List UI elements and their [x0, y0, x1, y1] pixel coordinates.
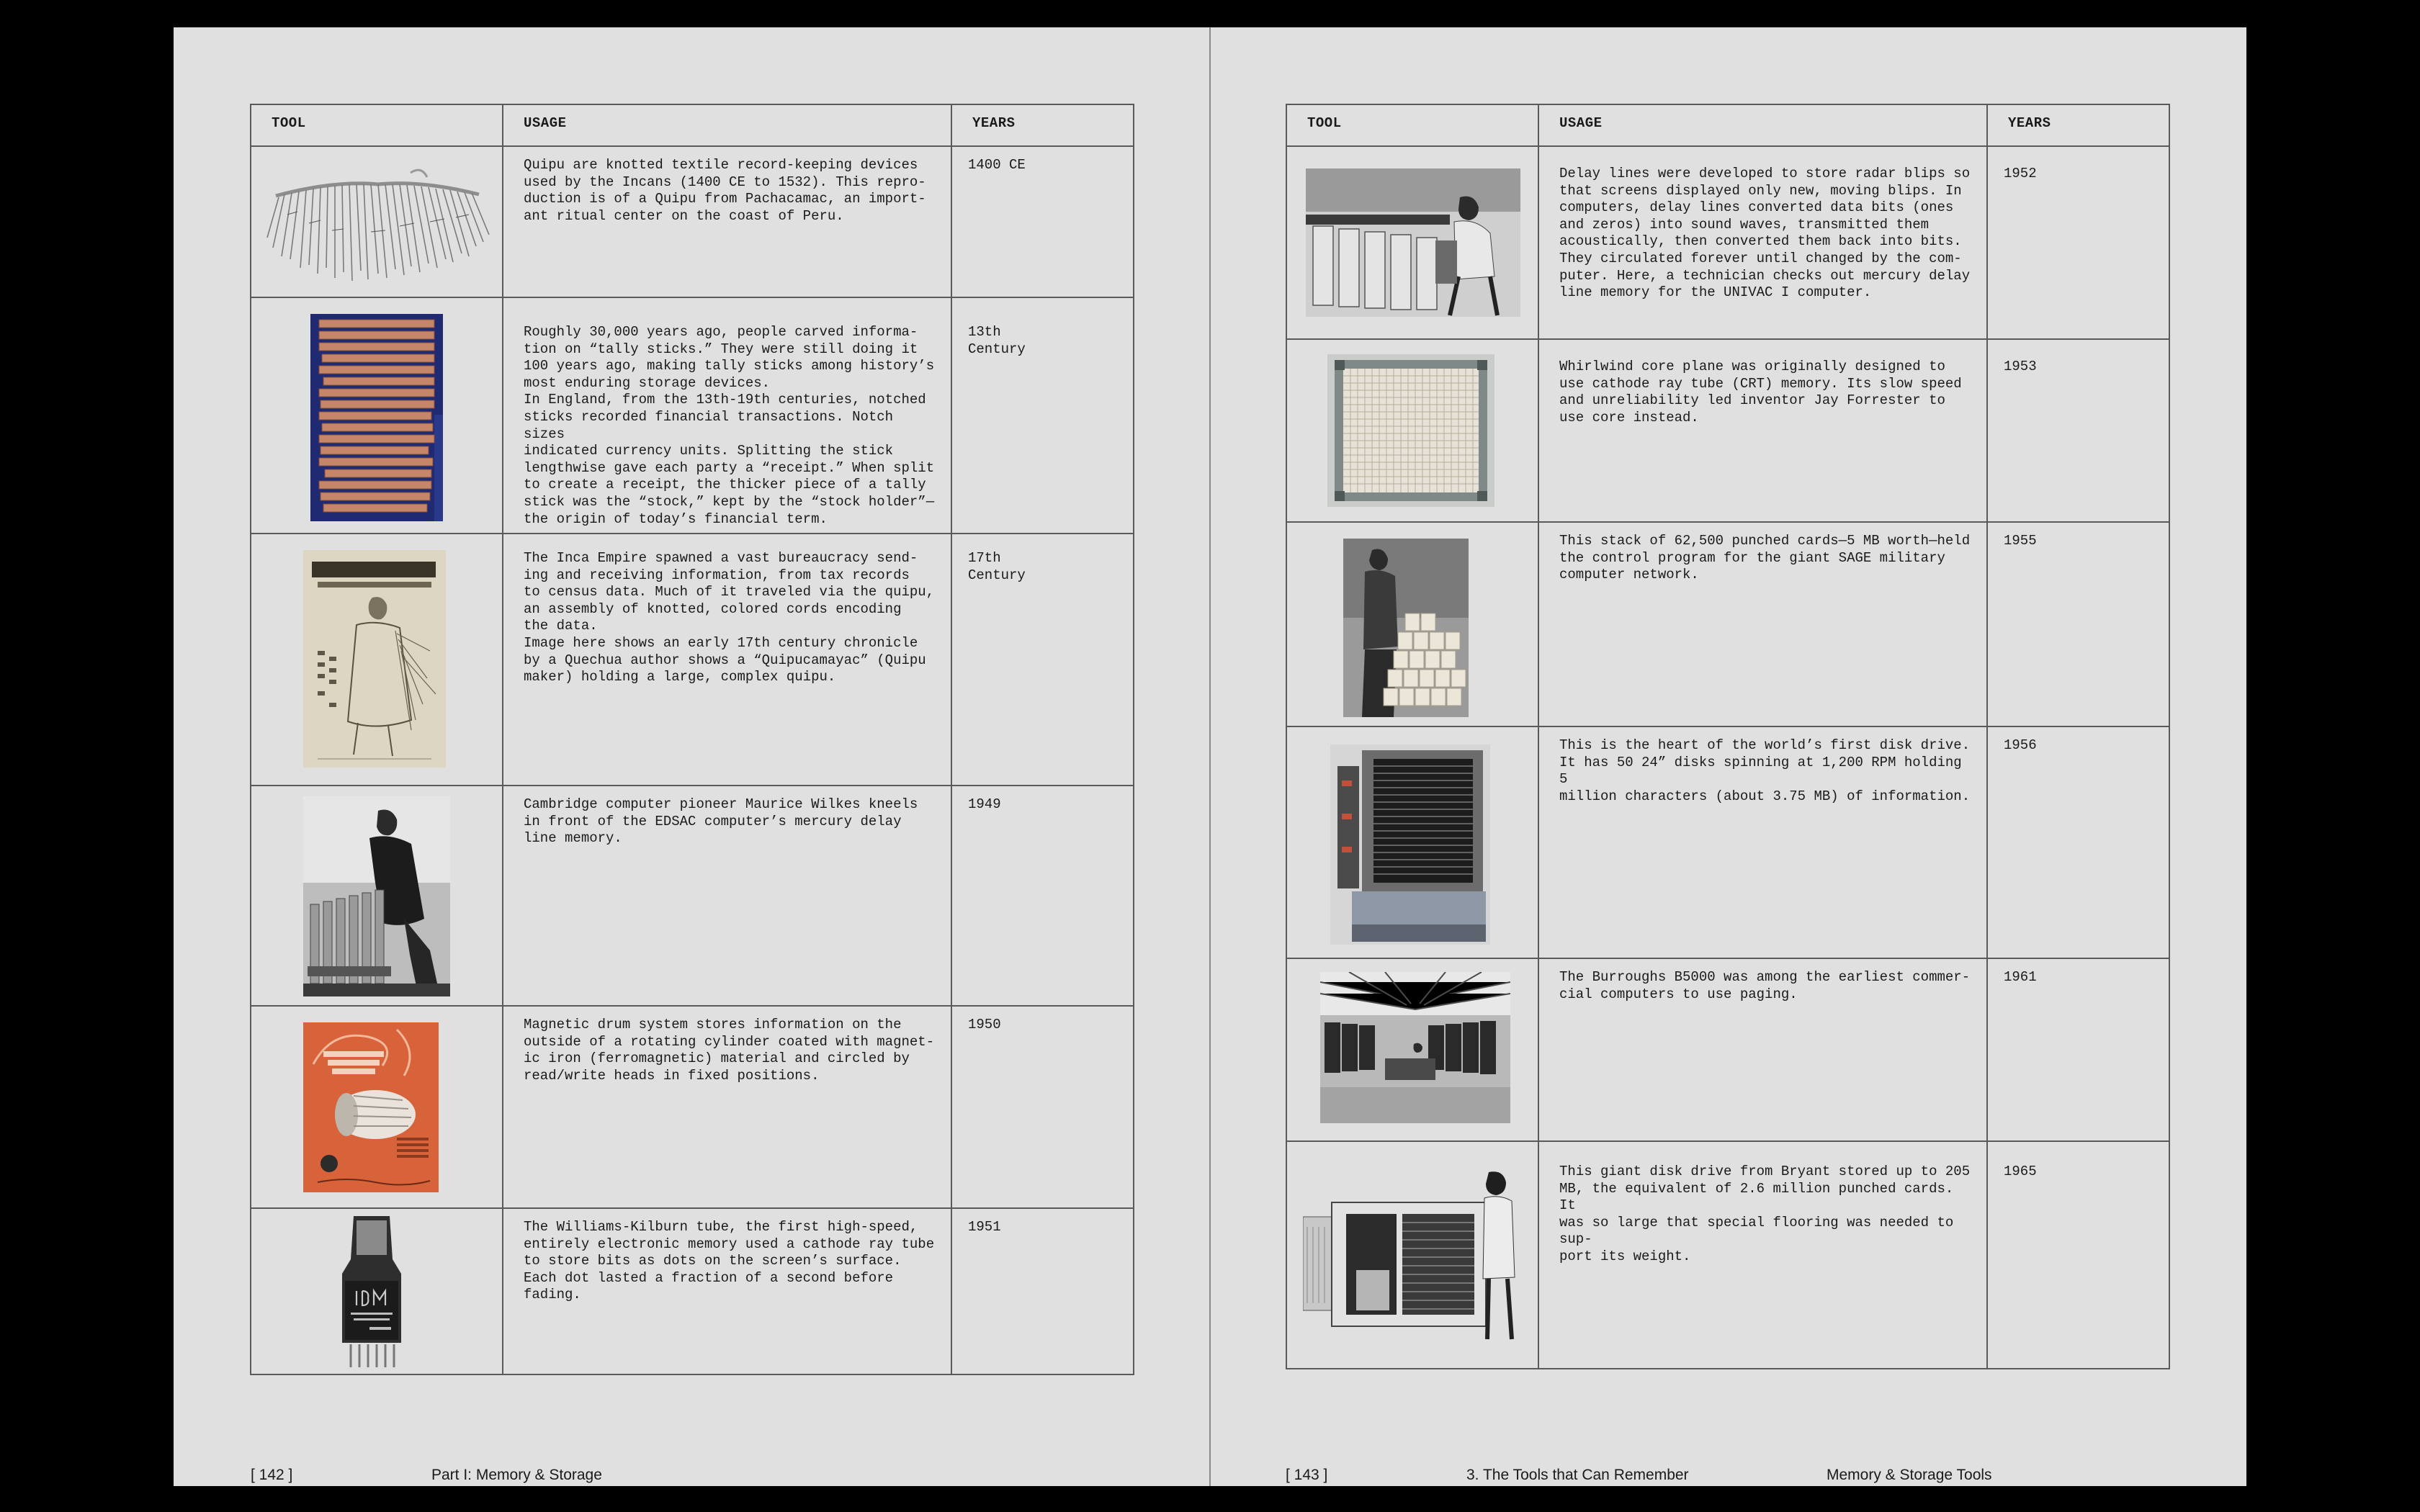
tool-cell: [1286, 146, 1538, 339]
usage-text: The Burroughs B5000 was among the earliest commer- cial computers to use paging.: [1538, 958, 1987, 1141]
year-text: 1949: [951, 786, 1134, 1006]
usage-text: The Williams-Kilburn tube, the first high-speed, entirely electronic memory used a cathode ray tube to store bits as dots on the screen’s surface. Each dot lasted a fraction of a second before fading.: [503, 1208, 951, 1374]
tool-cell: [251, 786, 503, 1006]
usage-text: The Inca Empire spawned a vast bureaucracy send- ing and receiving information, from tax records to census data. Much of it traveled via the quipu, an assembly of knotted, colored cords encoding the data. Image here shows an early 17th century chronicle by a Quechua author shows a “Quipucamayac” (Quipu maker) holding a large, complex quipu.: [503, 534, 951, 786]
table-header-row: [1286, 104, 2169, 146]
usage-text: Delay lines were developed to store radar blips so that screens displayed only new, moving blips. In computers, delay lines converted data bits (ones and zeros) into sound waves, transmitted them acoustically, then converted them back into bits. They circulated forever until changed by the com- puter. Here, a technician checks out mercury delay line memory for the UNIVAC I computer.: [1538, 146, 1987, 339]
table-row: [1286, 1141, 2169, 1369]
header-tool: TOOL: [251, 104, 503, 146]
tool-cell: [1286, 339, 1538, 522]
table-row: [251, 297, 1134, 534]
tool-cell: [1286, 726, 1538, 958]
burroughs-b5000-image: [1320, 972, 1510, 1123]
tools-table-right: [1286, 104, 2170, 1369]
magnetic-drum-brochure-image: [303, 1022, 439, 1192]
header-years: YEARS: [1987, 104, 2169, 146]
table-row: [251, 534, 1134, 786]
year-text: 17th Century: [951, 534, 1134, 786]
tool-cell: [251, 1208, 503, 1374]
page-number-left: [ 142 ]: [251, 1467, 293, 1483]
year-text: 13th Century: [951, 297, 1134, 534]
table-header-row: [251, 104, 1134, 146]
usage-text: Whirlwind core plane was originally designed to use cathode ray tube (CRT) memory. Its slow speed and unreliability led inventor Jay Forrester to use core instead.: [1538, 339, 1987, 522]
usage-text: This giant disk drive from Bryant stored up to 205 MB, the equivalent of 2.6 million punched cards. It was so large that special flooring was needed to sup- port its weight.: [1538, 1141, 1987, 1369]
header-usage: USAGE: [1538, 104, 1987, 146]
left-page: [174, 27, 1209, 1486]
tool-cell: [251, 1006, 503, 1208]
tool-cell: [1286, 522, 1538, 726]
header-usage: USAGE: [503, 104, 951, 146]
sage-punched-cards-image: [1343, 539, 1469, 717]
maurice-wilkes-edsac-image: [303, 796, 450, 996]
table-row: [1286, 339, 2169, 522]
year-text: 1952: [1987, 146, 2169, 339]
year-text: 1950: [951, 1006, 1134, 1208]
year-text: 1953: [1987, 339, 2169, 522]
univac-delay-line-image: [1306, 168, 1520, 317]
tool-cell: [1286, 1141, 1538, 1369]
header-years: YEARS: [951, 104, 1134, 146]
right-page: [1211, 27, 2246, 1486]
usage-text: Magnetic drum system stores information on the outside of a rotating cylinder coated with magnet- ic iron (ferromagnetic) material and circled by read/write heads in fixed positions.: [503, 1006, 951, 1208]
running-section-left: Part I: Memory & Storage: [431, 1467, 602, 1483]
year-text: 1965: [1987, 1141, 2169, 1369]
header-tool: TOOL: [1286, 104, 1538, 146]
page-number-right: [ 143 ]: [1286, 1467, 1328, 1483]
table-row: [251, 146, 1134, 297]
bryant-disk-drive-image: [1303, 1169, 1523, 1348]
tool-cell: [1286, 958, 1538, 1141]
tool-cell: [251, 146, 503, 297]
whirlwind-core-plane-image: [1327, 354, 1494, 507]
first-disk-drive-image: [1330, 744, 1490, 945]
table-row: [1286, 522, 2169, 726]
usage-text: Quipu are knotted textile record-keeping devices used by the Incans (1400 CE to 1532). This repro- duction is of a Quipu from Pachacamac, an import- ant ritual center on the coast of Peru.: [503, 146, 951, 297]
tally-sticks-image: [310, 314, 443, 521]
table-row: [1286, 146, 2169, 339]
quipu-image: [263, 151, 495, 284]
year-text: 1956: [1987, 726, 2169, 958]
table-row: [251, 786, 1134, 1006]
usage-text: Roughly 30,000 years ago, people carved informa- tion on “tally sticks.” They were still doing it 100 years ago, making tally sticks among history’s most enduring storage devices. In England, from the 13th-19th centuries, notched sticks recorded financial transactions. Notch sizes indicated currency units. Splitting the stick lengthwise gave each party a “receipt.” When split to create a receipt, the thicker piece of a tally stick was the “stock,” kept by the “stock holder”— the origin of today’s financial term.: [503, 297, 951, 534]
year-text: 1400 CE: [951, 146, 1134, 297]
running-section-right: Memory & Storage Tools: [1827, 1467, 1992, 1483]
table-row: [251, 1208, 1134, 1374]
year-text: 1951: [951, 1208, 1134, 1374]
usage-text: Cambridge computer pioneer Maurice Wilkes kneels in front of the EDSAC computer’s mercury delay line memory.: [503, 786, 951, 1006]
ibm-williams-kilburn-tube-image: [332, 1216, 411, 1369]
tools-table-left: [250, 104, 1134, 1375]
tool-cell: [251, 297, 503, 534]
table-row: [1286, 726, 2169, 958]
year-text: 1955: [1987, 522, 2169, 726]
table-row: [251, 1006, 1134, 1208]
running-chapter-right: 3. The Tools that Can Remember: [1466, 1467, 1689, 1483]
quechua-chronicle-image: [303, 550, 446, 768]
usage-text: This stack of 62,500 punched cards—5 MB worth—held the control program for the giant SAGE military computer network.: [1538, 522, 1987, 726]
tool-cell: [251, 534, 503, 786]
year-text: 1961: [1987, 958, 2169, 1141]
table-row: [1286, 958, 2169, 1141]
usage-text: This is the heart of the world’s first disk drive. It has 50 24” disks spinning at 1,200 RPM holding 5 million characters (about 3.75 MB) of information.: [1538, 726, 1987, 958]
